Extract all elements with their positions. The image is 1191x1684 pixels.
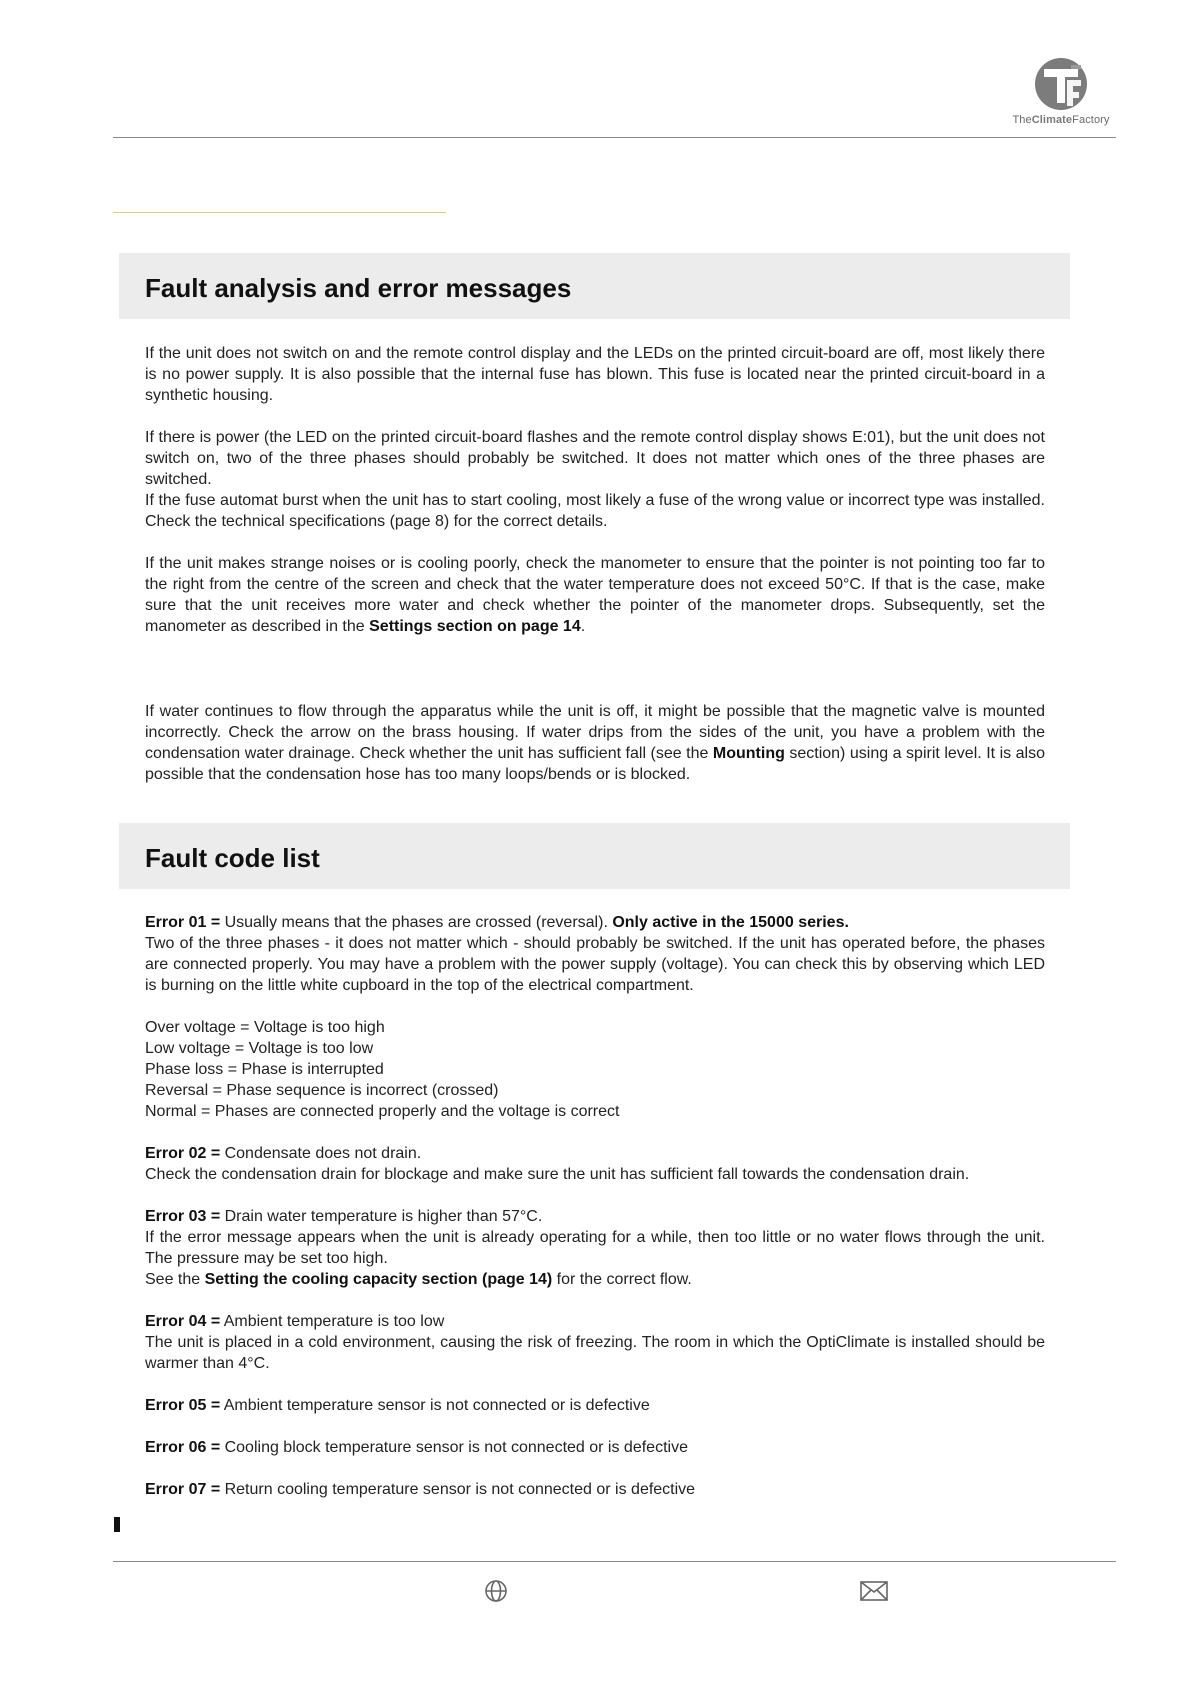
water-flow-body	[145, 701, 1045, 785]
error-04: Error 04 = Ambient temperature is too low	[145, 1313, 445, 1330]
section-header-fault-analysis	[119, 253, 1070, 319]
header-divider	[113, 137, 1116, 138]
section-title: Fault code list	[145, 843, 320, 873]
voltage-item: Reversal = Phase sequence is incorrect (crossed)	[145, 1082, 499, 1099]
error-06: Error 06 = Cooling block temperature sensor is not connected or is defective	[145, 1439, 688, 1456]
paragraph-fuse: If the fuse automat burst when the unit has to start cooling, most likely a fuse of the wrong value or incorrect type was installed. Check the technical specifications (page 8) for the correct details.	[145, 492, 1045, 530]
voltage-item: Phase loss = Phase is interrupted	[145, 1061, 384, 1078]
paragraph-phases: If there is power (the LED on the printed circuit-board flashes and the remote control display shows E:01), but the unit does not switch on, two of the three phases should probably be switched. It does not matter which ones of the three phases are switched.	[145, 429, 1045, 488]
error-01-detail: Two of the three phases - it does not matter which - should probably be switched. If the unit has operated before, the phases are connected properly. You may have a problem with the power supply (voltage). You can check this by observing which LED is burning on the little white cupboard in the top of the electrical compartment.	[145, 935, 1045, 994]
logo-wordmark: TheClimateFactory	[1012, 114, 1110, 126]
error-07: Error 07 = Return cooling temperature sensor is not connected or is defective	[145, 1481, 696, 1498]
voltage-item: Normal = Phases are connected properly and the voltage is correct	[145, 1103, 620, 1120]
error-05: Error 05 = Ambient temperature sensor is not connected or is defective	[145, 1397, 650, 1414]
voltage-item: Over voltage = Voltage is too high	[145, 1019, 385, 1036]
error-02: Error 02 = Condensate does not drain.	[145, 1145, 422, 1162]
error-02-detail: Check the condensation drain for blockage and make sure the unit has sufficient fall towards the condensation drain.	[145, 1166, 970, 1183]
footer-divider	[113, 1561, 1116, 1562]
error-03-detail: If the error message appears when the unit is already operating for a while, then too little or no water flows through the unit. The pressure may be set too high.	[145, 1229, 1045, 1267]
paragraph-no-power: If the unit does not switch on and the remote control display and the LEDs on the printed circuit-board are off, most likely there is no power supply. It is also possible that the internal fuse has blown. This fuse is located near the printed circuit-board in a synthetic housing.	[145, 345, 1045, 404]
paragraph-water-flow: If water continues to flow through the apparatus while the unit is off, it might be possible that the magnetic valve is mounted incorrectly. Check the arrow on the brass housing. If water drips from the sides of the unit, you have a problem with the condensation water drainage. Check whether the unit has sufficient fall (see the Mounting section) using a spirit level. It is also possible that the condensation hose has too many loops/bends or is blocked.	[145, 703, 1046, 783]
accent-divider	[113, 212, 446, 213]
tcf-logo-icon	[1033, 56, 1089, 112]
paragraph-noises: If the unit makes strange noises or is cooling poorly, check the manometer to ensure that the pointer is not pointing too far to the right from the centre of the screen and check that the water temperature does not exceed 50°C. If that is the case, make sure that the unit receives more water and check whether the pointer of the manometer drops. Subsequently, set the manometer as described in the Settings section on page 14.	[145, 555, 1045, 635]
error-03-see: See the Setting the cooling capacity section (page 14) for the correct flow.	[145, 1271, 692, 1288]
mail-icon[interactable]	[860, 1581, 888, 1606]
company-logo	[1006, 56, 1116, 126]
error-03: Error 03 = Drain water temperature is higher than 57°C.	[145, 1208, 543, 1225]
voltage-item: Low voltage = Voltage is too low	[145, 1040, 374, 1057]
section-header-fault-codes	[119, 823, 1070, 889]
page-marker	[114, 1517, 120, 1532]
fault-code-list	[145, 912, 1045, 1500]
error-04-detail: The unit is placed in a cold environment, causing the risk of freezing. The room in which the OptiClimate is installed should be warmer than 4°C.	[145, 1334, 1045, 1372]
section-title: Fault analysis and error messages	[145, 273, 572, 303]
error-01: Error 01 = Usually means that the phases are crossed (reversal). Only active in the 15000 series.	[145, 914, 849, 931]
globe-icon[interactable]	[484, 1579, 508, 1608]
fault-analysis-body	[145, 343, 1045, 637]
